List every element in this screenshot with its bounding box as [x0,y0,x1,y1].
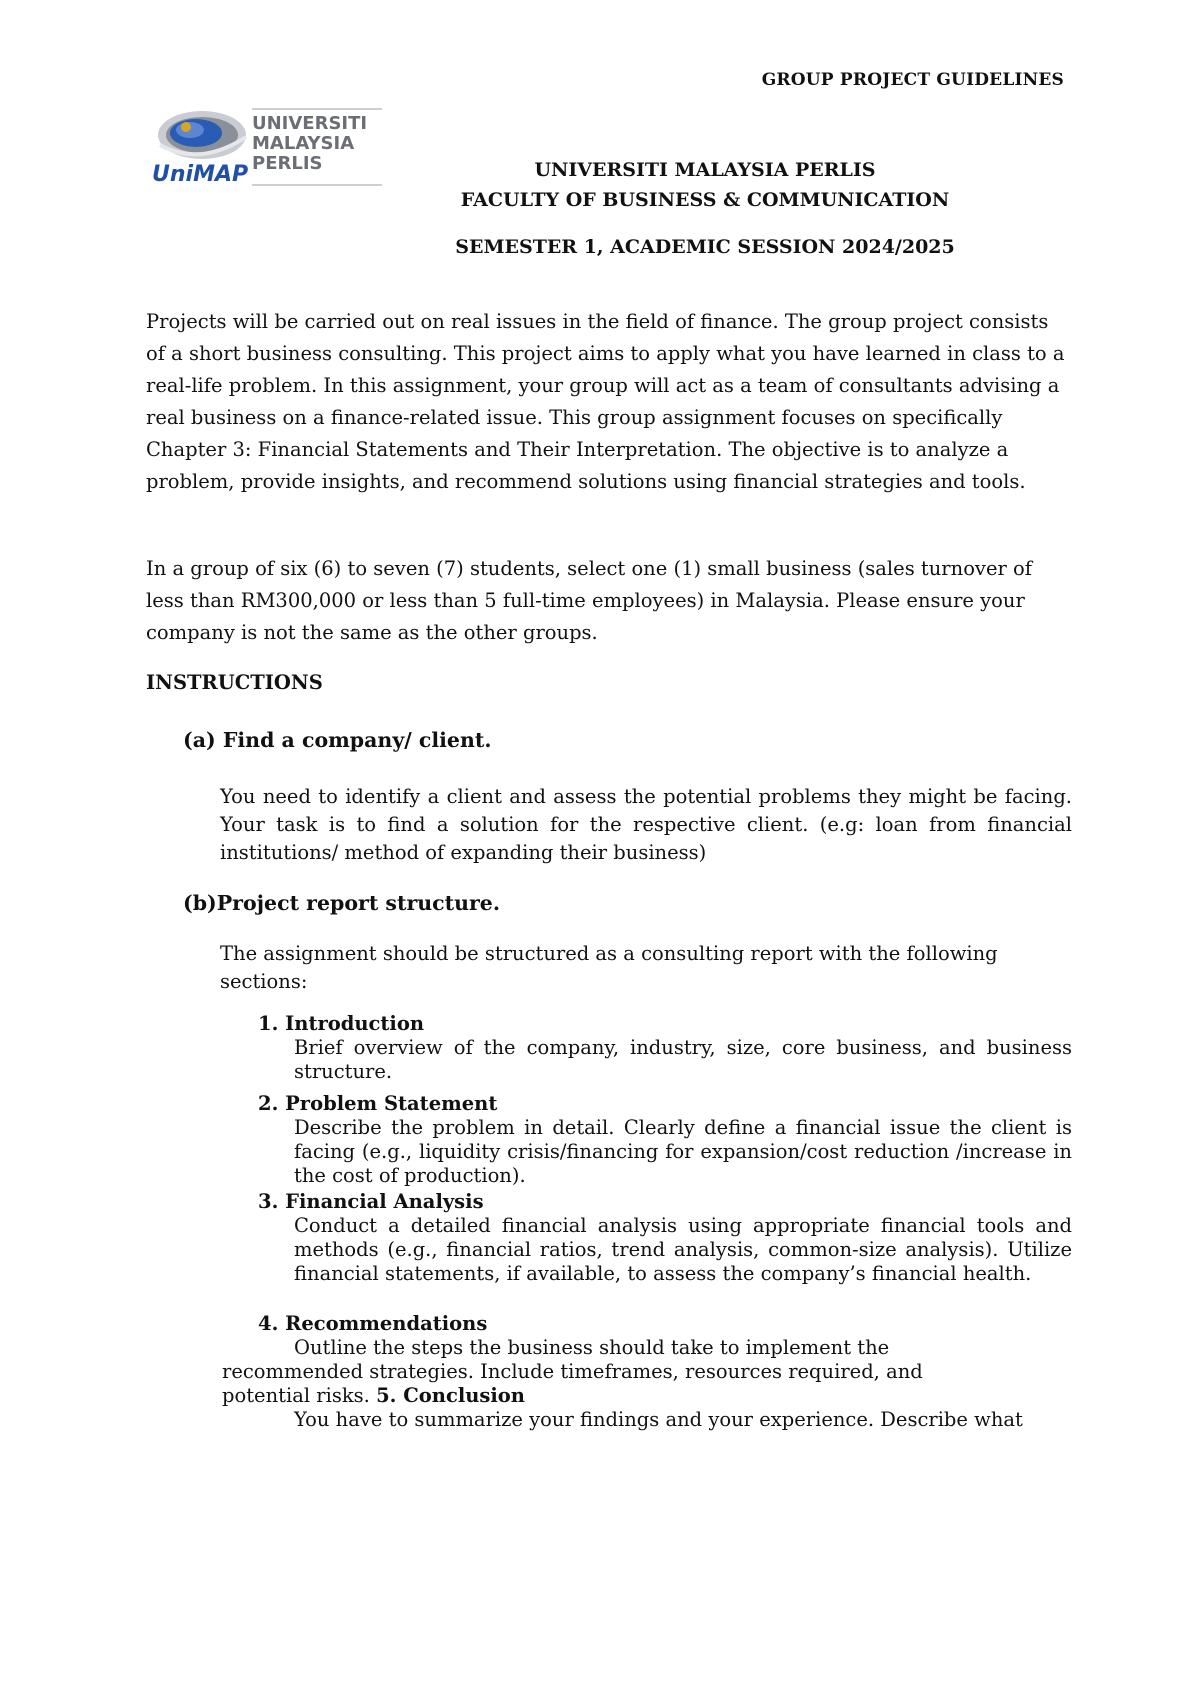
section-a-title: (a) Find a company/ client. [183,728,492,752]
section-b-text: The assignment should be structured as a consulting report with the following sections: [220,942,998,993]
report-section-problem-statement [258,1092,1072,1188]
recommendations-line-3: potential risks. [222,1384,370,1407]
report-section-body: Brief overview of the company, industry, size, core business, and business structure. [294,1036,1072,1083]
institution-title [430,155,980,215]
recommendations-line-3-with-conclusion [222,1384,1072,1408]
document-header-label: GROUP PROJECT GUIDELINES [761,70,1064,90]
intro-paragraph: Projects will be carried out on real issues in the field of finance. The group project consists of a short business consulting. This project aims to apply what you have learned in class to a real-life problem. In this assignment, your group will act as a team of consultants advising a real business on a finance-related issue. This group assignment focuses on specifically Chapter 3: Financial Statements and Their Interpretation. The objective is to analyze a problem, provide insights, and recommend solutions using financial strategies and tools. [146,310,1065,493]
report-section-title: 3. Financial Analysis [258,1190,484,1213]
report-section-financial-analysis [258,1190,1072,1286]
instructions-heading: INSTRUCTIONS [146,671,323,694]
report-section-body: Conduct a detailed financial analysis using appropriate financial tools and methods (e.g., financial ratios, trend analysis, common-size analysis). Utilize financial statements, if available, to assess the company’s financial health. [294,1214,1072,1285]
svg-text:UNIVERSITI: UNIVERSITI [252,113,368,134]
semester-title: SEMESTER 1, ACADEMIC SESSION 2024/2025 [455,236,955,258]
report-section-recommendations-and-conclusion [222,1312,1072,1432]
section-b-title: (b)Project report structure. [183,891,500,915]
report-section-title: 2. Problem Statement [258,1092,498,1115]
group-paragraph: In a group of six (6) to seven (7) students, select one (1) small business (sales turnover of less than RM300,000 or less than 5 full-time employees) in Malaysia. Please ensure your company is not the same as the other groups. [146,557,1032,644]
report-section-body: Describe the problem in detail. Clearly define a financial issue the client is facing (e.g., liquidity crisis/financing for expansion/cost reduction /increase in the cost of production). [294,1116,1072,1187]
svg-text:PERLIS: PERLIS [252,153,323,174]
conclusion-title: 5. Conclusion [376,1384,525,1407]
report-section-introduction [258,1012,1072,1084]
unimap-logo-icon [150,97,390,205]
conclusion-body: You have to summarize your findings and your experience. Describe what [294,1408,1023,1431]
section-a-text: You need to identify a client and assess the potential problems they might be facing. Your task is to find a solution for the respective client. (e.g: loan from financial institutions/ method of expanding their business) [220,785,1072,864]
recommendations-line-1: Outline the steps the business should take to implement the [294,1336,890,1359]
report-section-title: 1. Introduction [258,1012,425,1035]
university-logo [150,97,390,205]
svg-text:MALAYSIA: MALAYSIA [252,133,355,154]
report-section-title: 4. Recommendations [258,1312,488,1335]
university-name: UNIVERSITI MALAYSIA PERLIS [534,159,876,181]
svg-text:UniMAP: UniMAP [152,162,249,187]
recommendations-line-2: recommended strategies. Include timeframes, resources required, and [222,1360,923,1383]
faculty-name: FACULTY OF BUSINESS & COMMUNICATION [460,189,950,211]
